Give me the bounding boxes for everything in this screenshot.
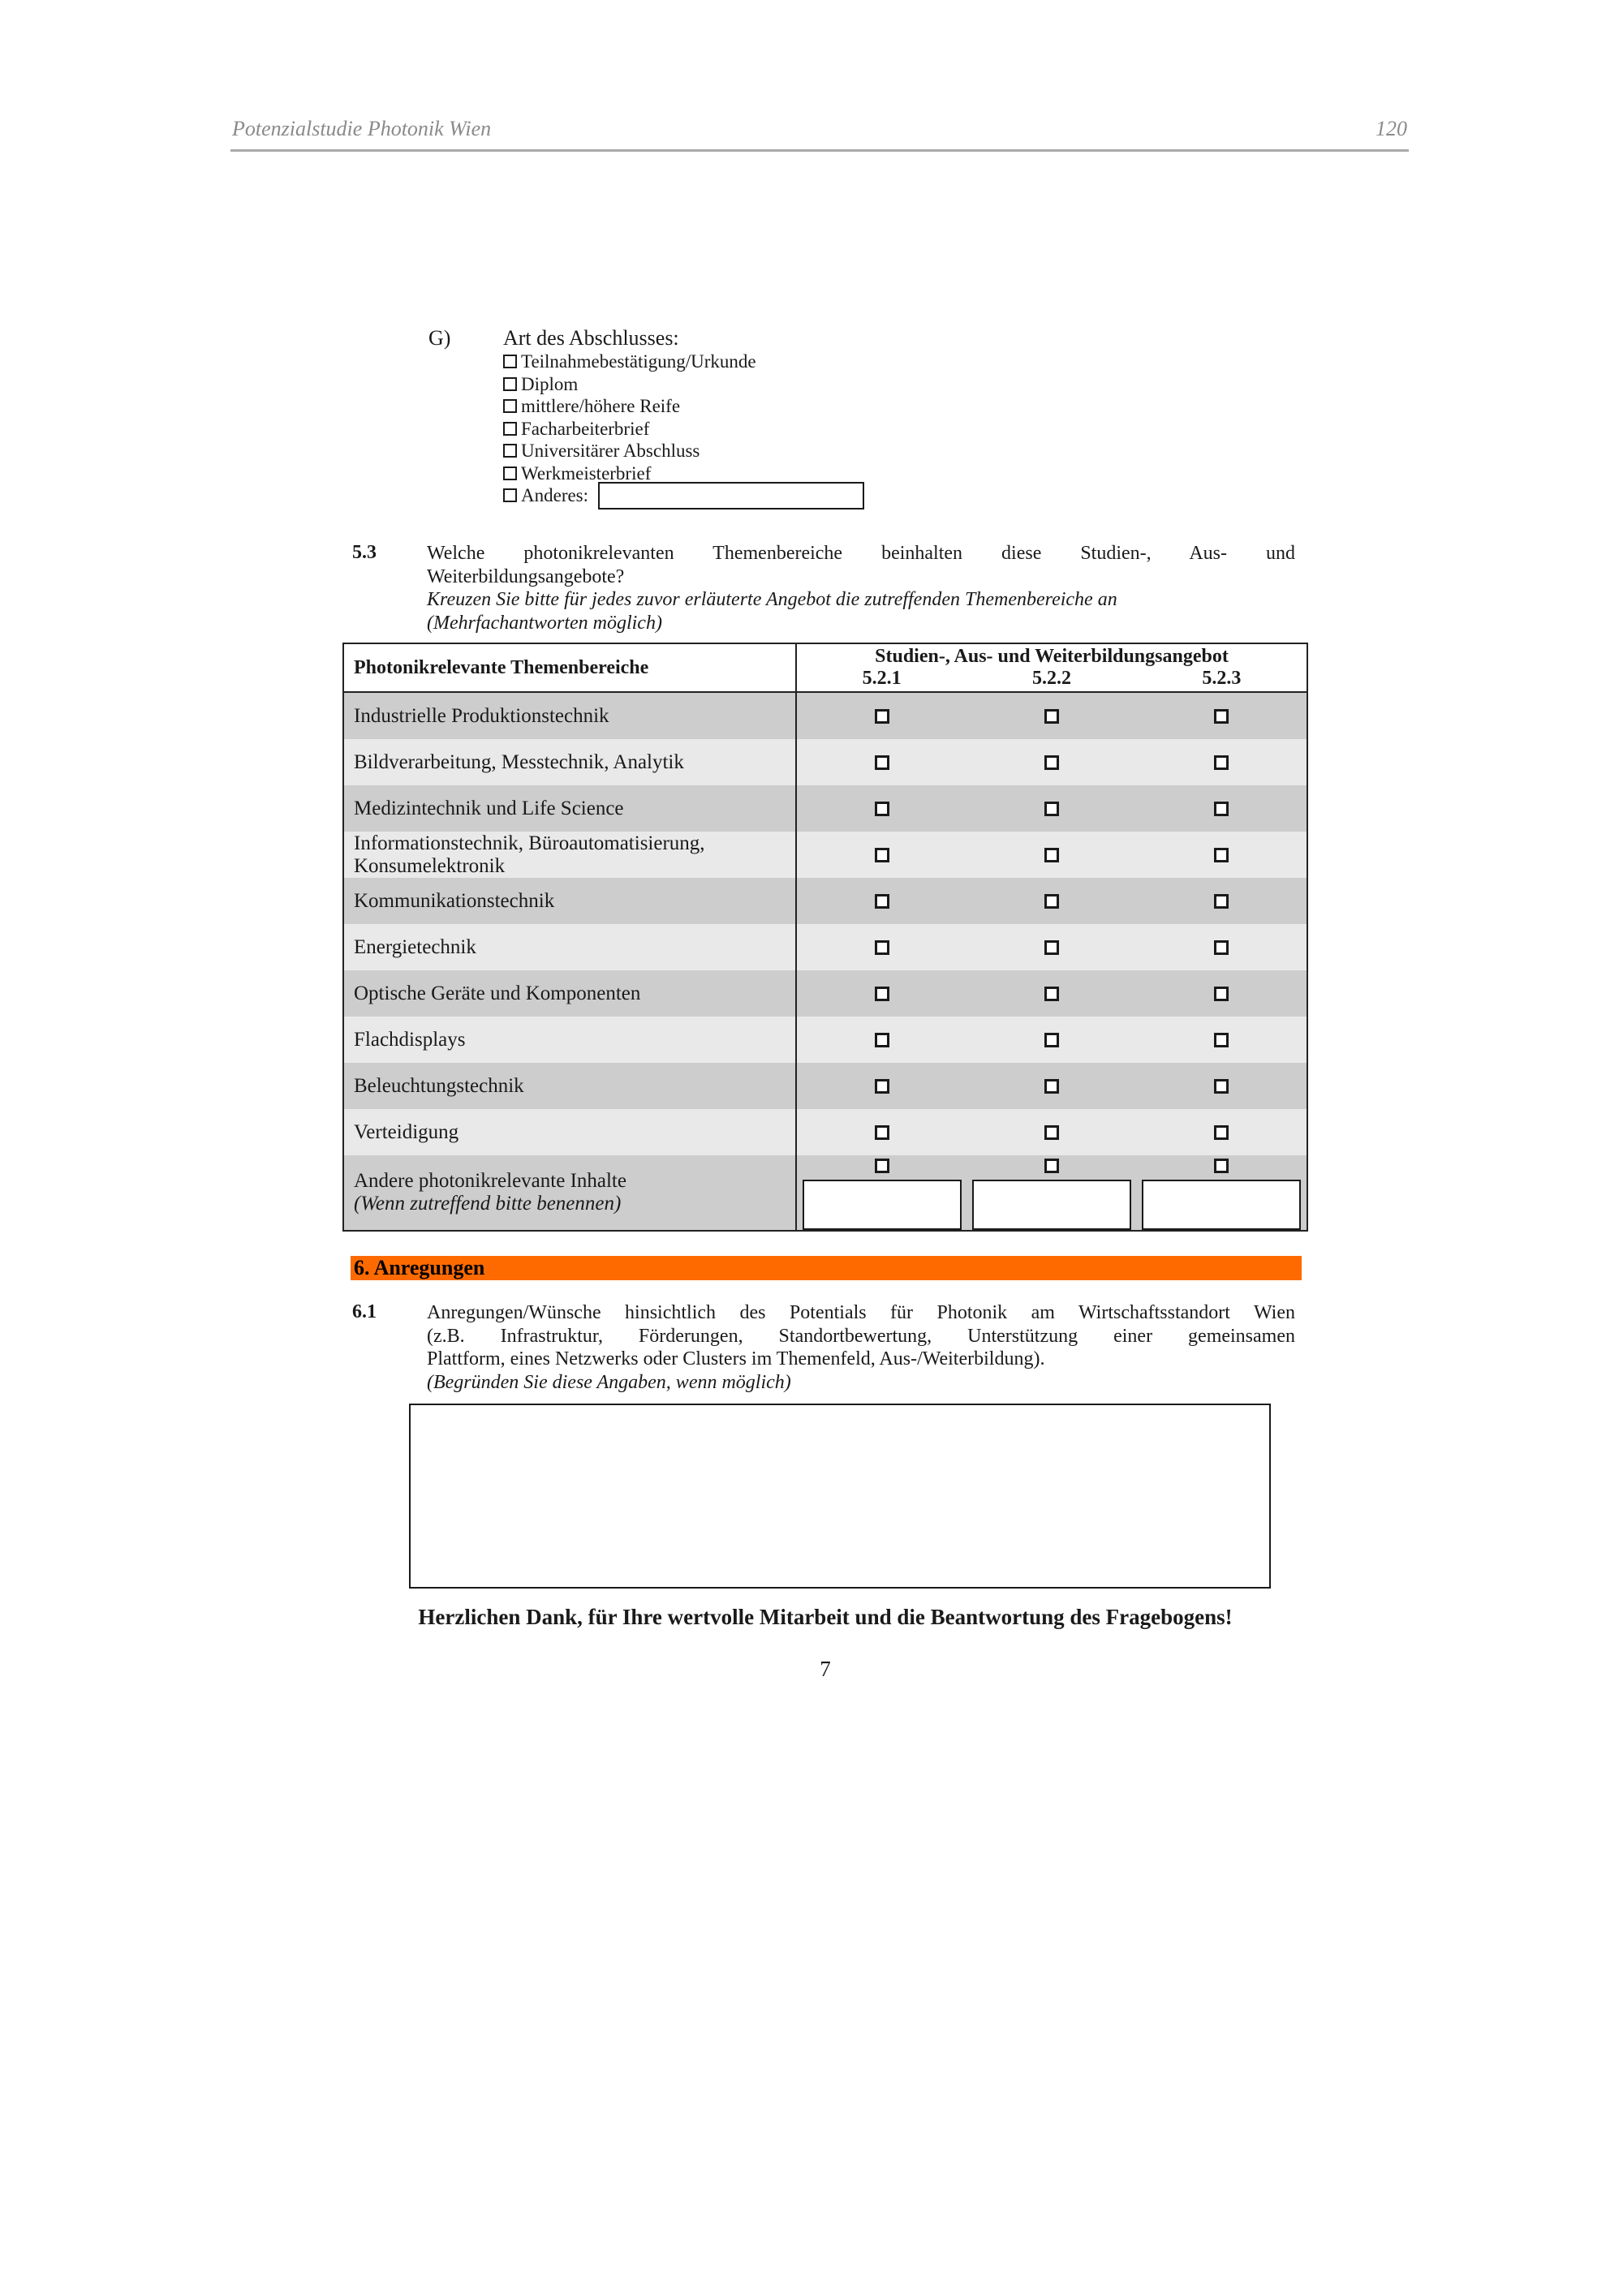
- option-label: Werkmeisterbrief: [521, 462, 652, 484]
- section-g-label: G): [428, 326, 451, 350]
- topic-label: [354, 890, 554, 913]
- checkbox-cells: [797, 1017, 1307, 1063]
- topic-label-line: Informationstechnik, Büroautomatisierung,: [354, 832, 705, 854]
- topic-label: [354, 982, 640, 1005]
- table-row: [344, 739, 1307, 785]
- question-5-3: [427, 542, 1295, 634]
- topic-label-line: Energietechnik: [354, 935, 476, 958]
- form-page-number: 7: [820, 1657, 831, 1681]
- table-cell: [966, 1155, 1136, 1230]
- checkbox[interactable]: [1214, 1079, 1229, 1094]
- checkbox[interactable]: [503, 488, 517, 502]
- checkbox[interactable]: [1214, 709, 1229, 724]
- question-text-line: Welche photonikrelevanten Themenbereiche beinhalten diese Studien-, Aus- und: [427, 543, 1295, 564]
- topic-label: [354, 751, 684, 774]
- table-row: [344, 1017, 1307, 1063]
- checkbox[interactable]: [875, 848, 889, 862]
- topic-label-line: Beleuchtungstechnik: [354, 1074, 524, 1097]
- other-input[interactable]: [972, 1180, 1131, 1230]
- topic-hint: (Wenn zutreffend bitte benennen): [354, 1193, 622, 1215]
- checkbox[interactable]: [503, 467, 517, 480]
- table-cell: [797, 1155, 966, 1230]
- section-g-title: Art des Abschlusses:: [503, 326, 679, 350]
- checkbox[interactable]: [503, 422, 517, 436]
- topic-name: [344, 1017, 797, 1063]
- topic-label: [354, 936, 476, 959]
- checkbox-cells: [797, 693, 1307, 739]
- topic-label: [354, 1121, 458, 1144]
- checkbox[interactable]: [1044, 755, 1059, 770]
- option-row[interactable]: [503, 395, 990, 418]
- checkbox[interactable]: [875, 940, 889, 955]
- checkbox[interactable]: [875, 1125, 889, 1140]
- checkbox[interactable]: [1214, 1159, 1229, 1173]
- table-cell: [966, 785, 1136, 832]
- question-text-line: (z.B. Infrastruktur, Förderungen, Standortbewertung, Unterstützung einer gemeinsamen: [427, 1325, 1295, 1347]
- table-cell: [1137, 739, 1307, 785]
- checkbox[interactable]: [1214, 894, 1229, 909]
- topic-label-line: Verteidigung: [354, 1120, 459, 1143]
- option-label: Teilnahmebestätigung/Urkunde: [521, 351, 756, 372]
- question-text-line: Plattform, eines Netzwerks oder Clusters im Themenfeld, Aus-/Weiterbildung).: [427, 1348, 1045, 1369]
- table-row-other: [344, 1155, 1307, 1230]
- checkbox-cells: [797, 832, 1307, 878]
- sub-column-header: 5.2.2: [1031, 668, 1071, 689]
- checkbox[interactable]: [1044, 894, 1059, 909]
- checkbox-cells: [797, 924, 1307, 970]
- question-6-1: [427, 1301, 1295, 1394]
- checkbox[interactable]: [875, 1033, 889, 1047]
- table-row: [344, 693, 1307, 739]
- checkbox[interactable]: [503, 444, 517, 458]
- checkbox[interactable]: [875, 802, 889, 816]
- topic-name: [344, 739, 797, 785]
- topic-name: [344, 970, 797, 1017]
- header-rule: [230, 149, 1409, 152]
- question-hint: (Begründen Sie diese Angaben, wenn möglich): [427, 1371, 791, 1393]
- question-text-line: Weiterbildungsangebote?: [427, 565, 625, 587]
- checkbox[interactable]: [1044, 1159, 1059, 1173]
- topic-name: [344, 785, 797, 832]
- sub-column-headers: [797, 668, 1307, 689]
- checkbox[interactable]: [1214, 940, 1229, 955]
- table-cell: [966, 1109, 1136, 1155]
- checkbox[interactable]: [1044, 1079, 1059, 1094]
- suggestions-textarea[interactable]: [409, 1404, 1271, 1589]
- table-cell: [797, 1109, 966, 1155]
- checkbox[interactable]: [875, 987, 889, 1001]
- table-cell: [1137, 693, 1307, 739]
- checkbox[interactable]: [875, 894, 889, 909]
- checkbox[interactable]: [1044, 1033, 1059, 1047]
- question-number: 5.3: [352, 542, 377, 563]
- topic-label: [354, 832, 705, 878]
- table-row: [344, 970, 1307, 1017]
- checkbox-cells: [797, 878, 1307, 924]
- table-header: [344, 644, 1307, 693]
- table-cell: [1137, 970, 1307, 1017]
- option-row[interactable]: [503, 484, 990, 507]
- checkbox[interactable]: [1044, 987, 1059, 1001]
- topic-label-line: Optische Geräte und Komponenten: [354, 982, 641, 1004]
- topic-name: [344, 878, 797, 924]
- table-cell: [797, 924, 966, 970]
- topic-label-line: Konsumelektronik: [354, 854, 506, 877]
- topic-name: [344, 693, 797, 739]
- sub-column-header: 5.2.1: [862, 668, 902, 689]
- table-row: [344, 785, 1307, 832]
- topic-label: [354, 705, 609, 728]
- running-header-title: Potenzialstudie Photonik Wien: [232, 117, 492, 140]
- checkbox[interactable]: [1214, 848, 1229, 862]
- table-cell: [1137, 924, 1307, 970]
- option-row[interactable]: [503, 350, 990, 373]
- topic-label-line: Medizintechnik und Life Science: [354, 797, 624, 819]
- option-row[interactable]: [503, 418, 990, 441]
- checkbox[interactable]: [1214, 1125, 1229, 1140]
- table-cell: [797, 785, 966, 832]
- topic-name: [344, 1109, 797, 1155]
- table-cell: [966, 693, 1136, 739]
- checkbox[interactable]: [503, 399, 517, 413]
- checkbox-cells: [797, 739, 1307, 785]
- table-cell: [797, 832, 966, 878]
- table-cell: [1137, 1063, 1307, 1109]
- topic-name: [344, 1155, 797, 1230]
- table-row: [344, 924, 1307, 970]
- checkbox[interactable]: [1214, 987, 1229, 1001]
- table-cell: [797, 693, 966, 739]
- table-cell: [797, 1063, 966, 1109]
- checkbox[interactable]: [875, 1079, 889, 1094]
- table-cell: [797, 970, 966, 1017]
- table-cell: [966, 924, 1136, 970]
- checkbox-cells: [797, 1063, 1307, 1109]
- table-cell: [1137, 1155, 1307, 1230]
- checkbox[interactable]: [1044, 1125, 1059, 1140]
- option-label: mittlere/höhere Reife: [521, 396, 681, 417]
- topic-label-line: Flachdisplays: [354, 1028, 466, 1051]
- checkbox-cells: [797, 1155, 1307, 1230]
- table-cell: [966, 970, 1136, 1017]
- checkbox[interactable]: [1044, 709, 1059, 724]
- section-g-options: [503, 350, 990, 507]
- question-number: 6.1: [352, 1301, 377, 1322]
- checkbox[interactable]: [875, 1159, 889, 1173]
- topic-name: [344, 924, 797, 970]
- col-group-title: Studien-, Aus- und Weiterbildungsangebot: [875, 646, 1229, 667]
- checkbox[interactable]: [1044, 848, 1059, 862]
- checkbox[interactable]: [875, 709, 889, 724]
- table-body: [344, 693, 1307, 1155]
- running-header-page-number: 120: [1375, 117, 1407, 140]
- topics-table: [342, 643, 1308, 1232]
- table-row: [344, 832, 1307, 878]
- question-hint: Kreuzen Sie bitte für jedes zuvor erläuterte Angebot die zutreffenden Themenbereiche an: [427, 589, 1117, 610]
- table-cell: [1137, 1109, 1307, 1155]
- table-cell: [797, 739, 966, 785]
- checkbox[interactable]: [1214, 755, 1229, 770]
- checkbox[interactable]: [503, 377, 517, 391]
- table-cell: [1137, 1017, 1307, 1063]
- checkbox[interactable]: [1044, 940, 1059, 955]
- option-row[interactable]: [503, 440, 990, 462]
- topic-label: [354, 1075, 524, 1098]
- checkbox[interactable]: [503, 355, 517, 368]
- topic-label-line: Industrielle Produktionstechnik: [354, 704, 609, 727]
- table-cell: [1137, 785, 1307, 832]
- option-label: Anderes:: [521, 485, 589, 506]
- table-cell: [797, 1017, 966, 1063]
- checkbox[interactable]: [1214, 802, 1229, 816]
- topic-label: Andere photonikrelevante Inhalte: [354, 1170, 626, 1192]
- topic-label: [354, 1029, 466, 1051]
- topic-label: [354, 798, 624, 820]
- table-cell: [1137, 832, 1307, 878]
- other-input[interactable]: [1142, 1180, 1301, 1230]
- topic-name: [344, 832, 797, 878]
- table-cell: [966, 1017, 1136, 1063]
- table-row: [344, 878, 1307, 924]
- table-cell: [966, 878, 1136, 924]
- question-hint: (Mehrfachantworten möglich): [427, 612, 662, 634]
- col-header-topics: Photonikrelevante Themenbereiche: [344, 644, 797, 691]
- table-row: [344, 1109, 1307, 1155]
- checkbox[interactable]: [1044, 802, 1059, 816]
- table-cell: [966, 1063, 1136, 1109]
- checkbox-cells: [797, 785, 1307, 832]
- section-6-heading: 6. Anregungen: [351, 1256, 1302, 1280]
- option-label: Universitärer Abschluss: [521, 441, 700, 462]
- col-group-header: [797, 644, 1307, 691]
- option-row[interactable]: [503, 373, 990, 396]
- topic-label-line: Bildverarbeitung, Messtechnik, Analytik: [354, 750, 684, 773]
- table-cell: [966, 739, 1136, 785]
- topic-label-line: Kommunikationstechnik: [354, 889, 555, 912]
- checkbox-cells: [797, 1109, 1307, 1155]
- option-label: Diplom: [521, 373, 579, 394]
- checkbox-cells: [797, 970, 1307, 1017]
- anderes-input[interactable]: [598, 482, 864, 510]
- sub-column-header: 5.2.3: [1202, 668, 1242, 689]
- option-label: Facharbeiterbrief: [521, 418, 650, 439]
- table-cell: [966, 832, 1136, 878]
- table-cell: [1137, 878, 1307, 924]
- table-cell: [797, 878, 966, 924]
- other-input[interactable]: [803, 1180, 962, 1230]
- checkbox[interactable]: [875, 755, 889, 770]
- table-row: [344, 1063, 1307, 1109]
- checkbox[interactable]: [1214, 1033, 1229, 1047]
- topic-name: [344, 1063, 797, 1109]
- thank-you-note: Herzlichen Dank, für Ihre wertvolle Mitarbeit und die Beantwortung des Fragebogens!: [418, 1605, 1233, 1629]
- question-text-line: Anregungen/Wünsche hinsichtlich des Potentials für Photonik am Wirtschaftsstandort Wien: [427, 1302, 1295, 1323]
